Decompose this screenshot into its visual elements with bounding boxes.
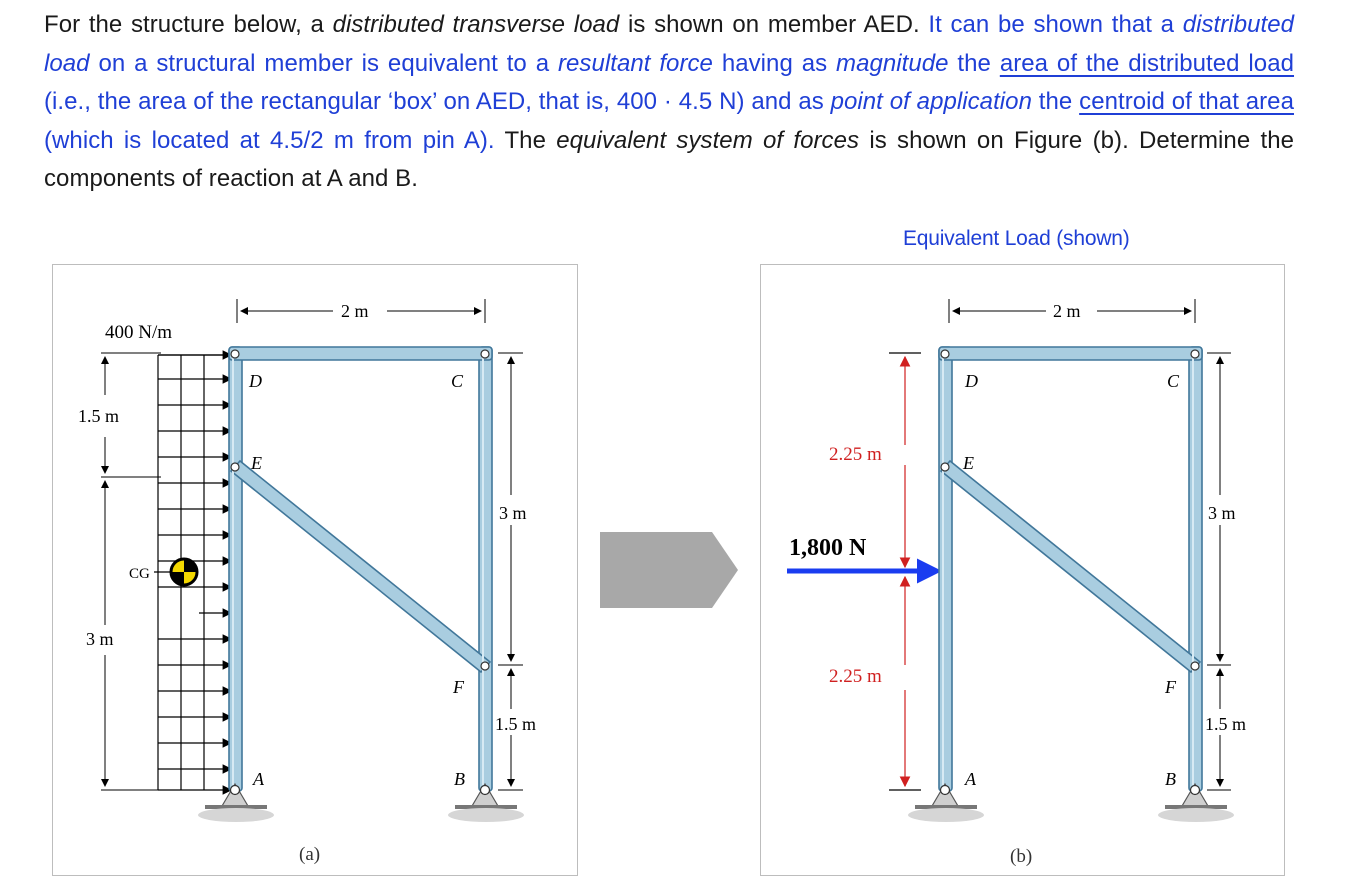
member-EF bbox=[941, 461, 1200, 672]
text-seg: on a structural member is equivalent to a bbox=[89, 49, 558, 77]
label-E: E bbox=[963, 453, 974, 473]
label-D: D bbox=[249, 371, 262, 391]
pin-D bbox=[941, 350, 949, 358]
dim-right-upper-b: 3 m bbox=[1208, 503, 1236, 523]
dim-left-lower: 3 m bbox=[86, 629, 114, 649]
pins-a bbox=[231, 350, 489, 670]
equivalent-load-title bbox=[903, 227, 1130, 251]
label-C: C bbox=[451, 371, 464, 391]
label-A: A bbox=[965, 769, 976, 789]
pins-b bbox=[941, 350, 1199, 670]
figure-b-panel bbox=[760, 264, 1285, 876]
member-AED bbox=[939, 347, 952, 791]
figure-a-svg bbox=[53, 265, 577, 875]
frame-a bbox=[229, 347, 492, 791]
dim-right-upper: 3 m bbox=[499, 503, 527, 523]
pin-C bbox=[1191, 350, 1199, 358]
label-B: B bbox=[454, 769, 465, 789]
dim-lower: 2.25 m bbox=[829, 666, 882, 687]
label-C: C bbox=[1167, 371, 1180, 391]
member-EF bbox=[231, 461, 490, 672]
label-B: B bbox=[1165, 769, 1176, 789]
caption-b: (b) bbox=[1010, 846, 1033, 867]
member-DC bbox=[939, 347, 1202, 360]
member-DC bbox=[229, 347, 492, 360]
dim-left-upper: 1.5 m bbox=[78, 406, 120, 426]
caption-a: (a) bbox=[299, 844, 321, 865]
text-seg: The bbox=[494, 126, 557, 154]
figure-a-panel bbox=[52, 264, 578, 876]
cg-label: CG bbox=[129, 566, 150, 582]
text-seg: For the structure below, a bbox=[44, 11, 333, 38]
load-label: 400 N/m bbox=[105, 322, 173, 343]
text-seg: area of the distributed load bbox=[999, 49, 1295, 77]
text-seg: magnitude bbox=[836, 49, 949, 77]
pin-D bbox=[231, 350, 239, 358]
text-seg: is shown on Figure (b). Determine the components of reaction at A and B. bbox=[44, 126, 1294, 192]
dim-right-lower: 1.5 m bbox=[495, 714, 537, 734]
label-D: D bbox=[965, 371, 978, 391]
text-seg: is shown on member AED. bbox=[619, 11, 929, 38]
pin-E bbox=[231, 463, 239, 471]
text-seg: resultant force bbox=[557, 49, 713, 77]
label-A: A bbox=[253, 769, 264, 789]
label-F: F bbox=[1165, 677, 1176, 697]
dim-right-lower-b: 1.5 m bbox=[1205, 714, 1247, 734]
transition-arrow-icon bbox=[600, 528, 742, 612]
member-CFB bbox=[479, 347, 492, 791]
member-AED bbox=[229, 347, 242, 791]
member-CFB bbox=[1189, 347, 1202, 791]
force-label: 1,800 N bbox=[789, 535, 867, 561]
text-seg: (which is located at 4.5/2 m from pin A). bbox=[44, 126, 495, 154]
problem-statement bbox=[44, 6, 1294, 199]
figure-b-svg bbox=[761, 265, 1284, 875]
dim-top: 2 m bbox=[341, 301, 369, 321]
text-seg: distributed transverse load bbox=[332, 11, 620, 38]
text-seg: the bbox=[948, 49, 1000, 77]
equivalent-title-main: Equivalent Load bbox=[903, 227, 1051, 250]
pin-E bbox=[941, 463, 949, 471]
dim-top-b: 2 m bbox=[1053, 301, 1081, 321]
text-seg: It can be shown that a bbox=[928, 11, 1183, 38]
text-seg: distributed load bbox=[44, 11, 1294, 77]
text-seg: (i.e., the area of the rectangular ‘box’ on AED, that is, 400 · 4.5 N) and as bbox=[44, 88, 831, 115]
text-seg: point of application bbox=[830, 88, 1032, 115]
label-F: F bbox=[453, 677, 464, 697]
pin-C bbox=[481, 350, 489, 358]
equivalent-title-paren: (shown) bbox=[1056, 227, 1130, 250]
pin-F bbox=[481, 662, 489, 670]
text-seg: centroid of that area bbox=[1079, 88, 1294, 115]
cg-icon bbox=[171, 559, 197, 585]
dim-upper: 2.25 m bbox=[829, 444, 882, 465]
text-seg: the bbox=[1031, 88, 1080, 115]
label-E: E bbox=[251, 453, 262, 473]
frame-b bbox=[939, 347, 1202, 791]
text-seg: having as bbox=[712, 49, 837, 77]
point-labels-b bbox=[962, 371, 1180, 789]
point-labels-a bbox=[248, 371, 465, 789]
text-seg: equivalent system of forces bbox=[556, 126, 860, 154]
pin-F bbox=[1191, 662, 1199, 670]
